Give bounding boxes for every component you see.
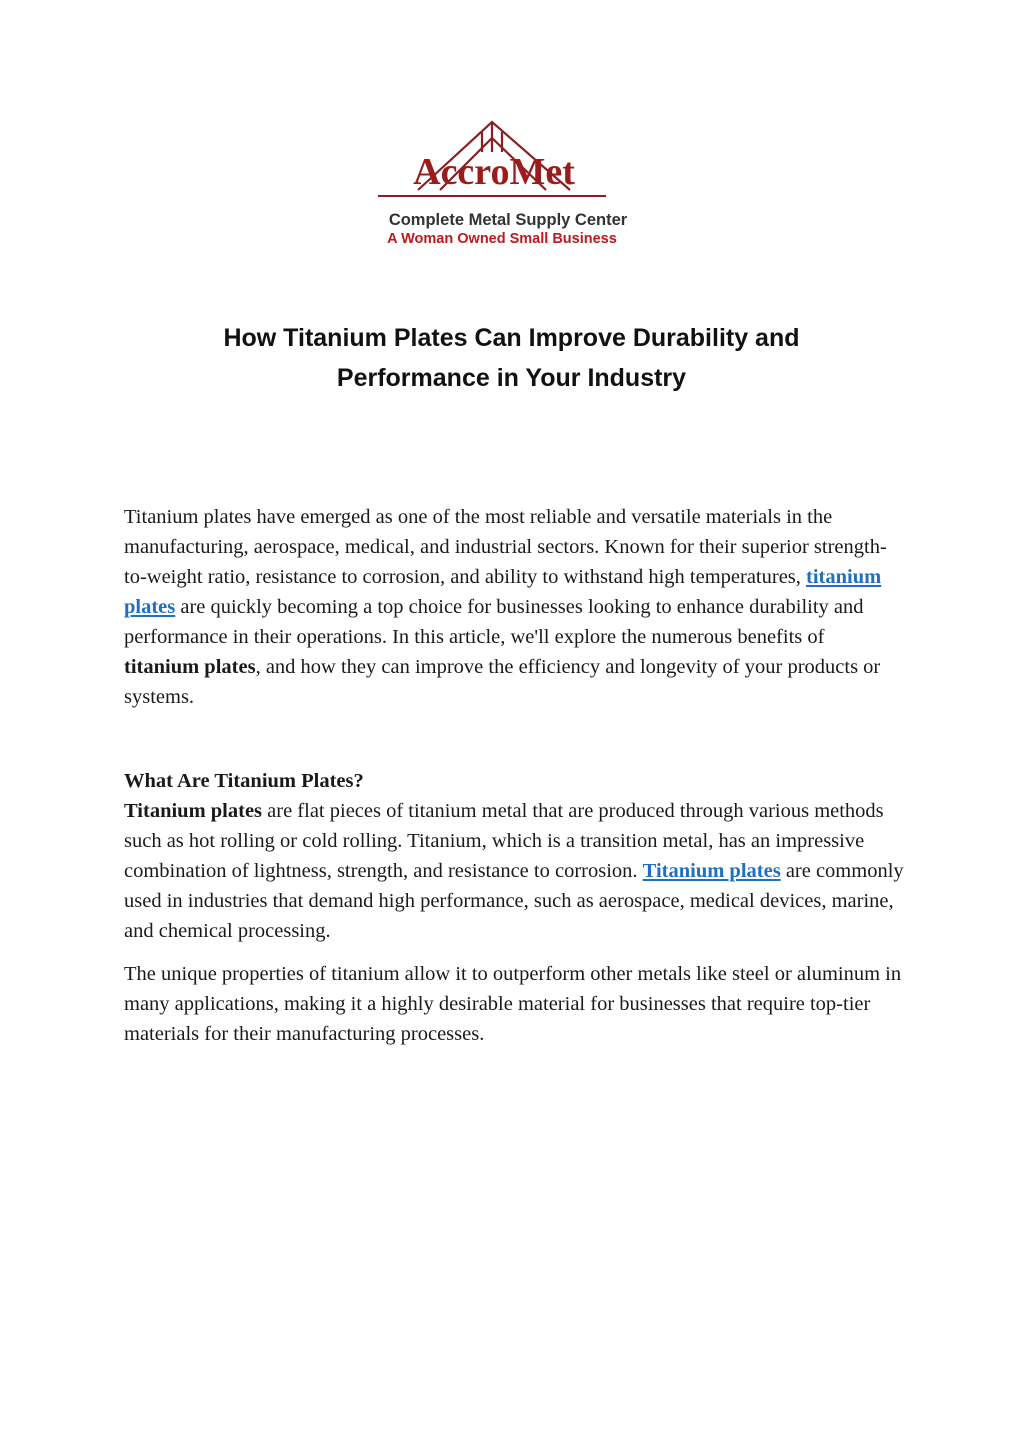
logo-tagline-text: Complete Metal Supply Center [388, 211, 628, 229]
article-title-line-2: Performance in Your Industry [336, 364, 687, 392]
section-heading: What Are Titanium Plates? [124, 770, 364, 792]
intro-bold-term: titanium plates [124, 656, 256, 678]
titanium-plates-link-2[interactable]: Titanium plates [642, 860, 781, 882]
logo-subtagline-text: A Woman Owned Small Business [387, 231, 617, 247]
definition-text-1: are flat pieces of titanium metal that are produced through various methods such as hot rolling or cold rolling. Titanium, which is a transition metal, has an impressive combination of lightness, strength, and resistance to corrosion. [124, 800, 884, 882]
titanium-plates-link[interactable]: titanium plates [124, 566, 882, 618]
definition-bold-term: Titanium plates [124, 800, 263, 822]
article-body [124, 502, 904, 1049]
article-title-line-1: How Titanium Plates Can Improve Durability and [223, 324, 800, 352]
article-title [120, 318, 903, 398]
intro-text-3: , and how they can improve the efficiency and longevity of your products or systems. [124, 656, 881, 708]
closing-paragraph: The unique properties of titanium allow it to outperform other metals like steel or aluminum in many applications, making it a highly desirable material for businesses that require top-tier materials for their manufacturing processes. [124, 963, 902, 1045]
accromet-logo-graphic [370, 118, 650, 253]
company-logo [370, 118, 650, 253]
logo-brand-text: AccroMet [413, 151, 575, 193]
intro-paragraph [124, 502, 904, 712]
intro-text-2: are quickly becoming a top choice for businesses looking to enhance durability and performance in their operations. In this article, we'll explore the numerous benefits of [124, 596, 864, 648]
definition-text-2: are commonly used in industries that demand high performance, such as aerospace, medical devices, marine, and chemical processing. [124, 860, 904, 942]
intro-text-1: Titanium plates have emerged as one of the most reliable and versatile materials in the manufacturing, aerospace, medical, and industrial sectors. Known for their superior strength-to-weight ratio, resistance to corrosion, and ability to withstand high temperatures, [124, 506, 887, 588]
definition-paragraph [124, 796, 904, 946]
